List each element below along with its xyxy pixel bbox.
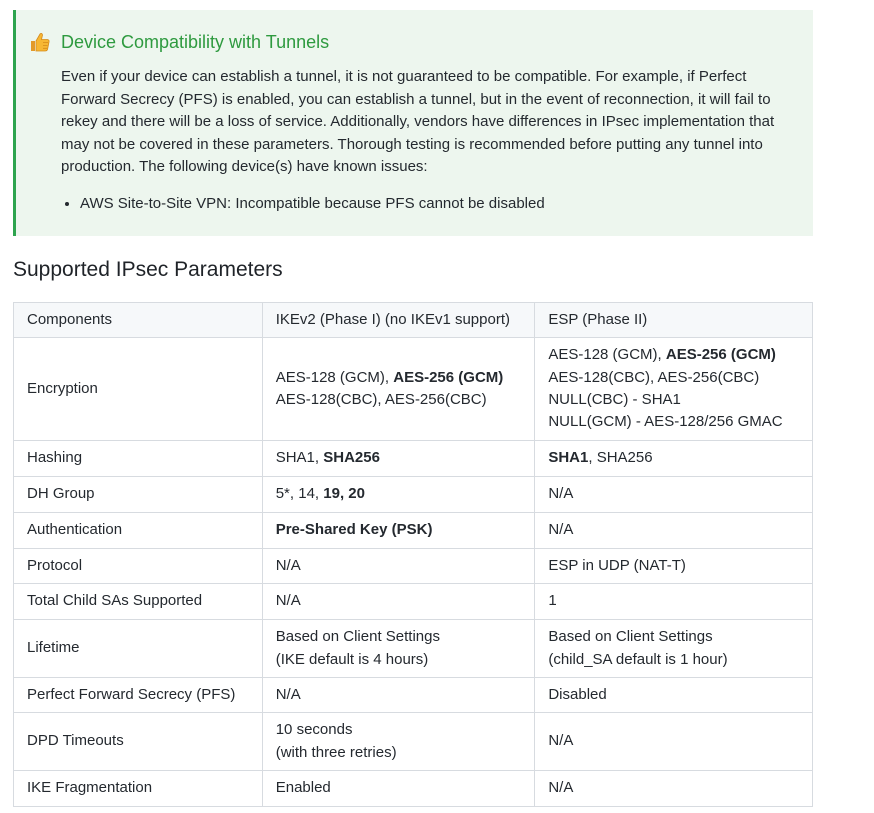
callout-body (61, 66, 789, 215)
ike-pfs-cell: N/A (262, 678, 535, 713)
row-label: Lifetime (14, 620, 263, 678)
row-label: Perfect Forward Secrecy (PFS) (14, 678, 263, 713)
row-label: Encryption (14, 338, 263, 441)
esp-child-sas-cell: 1 (535, 584, 813, 620)
row-label: Total Child SAs Supported (14, 584, 263, 620)
ike-hashing-cell: SHA1, SHA256 (262, 441, 535, 477)
table-row (14, 771, 813, 807)
table-row (14, 513, 813, 549)
list-item: • AWS Site-to-Site VPN: Incompatible because PFS cannot be disabled (80, 193, 789, 215)
ike-frag-cell: Enabled (262, 771, 535, 807)
table-row (14, 441, 813, 477)
table-row (14, 678, 813, 713)
callout-paragraph: Even if your device can establish a tunnel, it is not guaranteed to be compatible. For example, if Perfect Forward Secrecy (PFS) is enabled, you can establish a tunnel, but in the event of reconnection, it will fail to rekey and there will be a loss of service. Additionally, vendors have differences in IPsec implementation that may not be covered in these parameters. Thorough testing is recommended before putting any tunnel into production. The following device(s) have known issues: (61, 68, 775, 176)
table-row (14, 584, 813, 620)
row-label: Protocol (14, 549, 263, 584)
ike-auth-cell: Pre-Shared Key (PSK) (262, 513, 535, 549)
esp-hashing-cell: SHA1, SHA256 (535, 441, 813, 477)
callout-title: Device Compatibility with Tunnels (61, 31, 330, 52)
esp-dh-cell: N/A (535, 477, 813, 513)
esp-lifetime-cell: Based on Client Settings (child_SA default is 1 hour) (535, 620, 813, 678)
ike-dh-cell: 5*, 14, 19, 20 (262, 477, 535, 513)
thumbs-up-icon (29, 31, 51, 53)
ike-encryption-cell: AES-128 (GCM), AES-256 (GCM) AES-128(CBC), AES-256(CBC) (262, 338, 535, 441)
ipsec-parameters-table (13, 302, 813, 807)
ike-lifetime-cell: Based on Client Settings (IKE default is 4 hours) (262, 620, 535, 678)
esp-pfs-cell: Disabled (535, 678, 813, 713)
esp-frag-cell: N/A (535, 771, 813, 807)
known-issues-list (61, 193, 789, 215)
table-row (14, 620, 813, 678)
header-components: Components (14, 303, 263, 338)
row-label: Hashing (14, 441, 263, 477)
compatibility-callout (13, 10, 813, 236)
section-title: Supported IPsec Parameters (13, 258, 283, 281)
table-header-row (14, 303, 813, 338)
row-label: DPD Timeouts (14, 713, 263, 771)
esp-dpd-cell: N/A (535, 713, 813, 771)
esp-auth-cell: N/A (535, 513, 813, 549)
esp-protocol-cell: ESP in UDP (NAT-T) (535, 549, 813, 584)
header-ikev2: IKEv2 (Phase I) (no IKEv1 support) (262, 303, 535, 338)
table-row (14, 338, 813, 441)
row-label: DH Group (14, 477, 263, 513)
table-row (14, 477, 813, 513)
callout-header (29, 28, 789, 56)
header-esp: ESP (Phase II) (535, 303, 813, 338)
esp-encryption-cell: AES-128 (GCM), AES-256 (GCM) AES-128(CBC), AES-256(CBC) NULL(CBC) - SHA1 NULL(GCM) - AES-128/256 GMAC (535, 338, 813, 441)
table-row (14, 549, 813, 584)
ike-protocol-cell: N/A (262, 549, 535, 584)
table-row (14, 713, 813, 771)
ike-dpd-cell: 10 seconds (with three retries) (262, 713, 535, 771)
ike-child-sas-cell: N/A (262, 584, 535, 620)
row-label: IKE Fragmentation (14, 771, 263, 807)
row-label: Authentication (14, 513, 263, 549)
